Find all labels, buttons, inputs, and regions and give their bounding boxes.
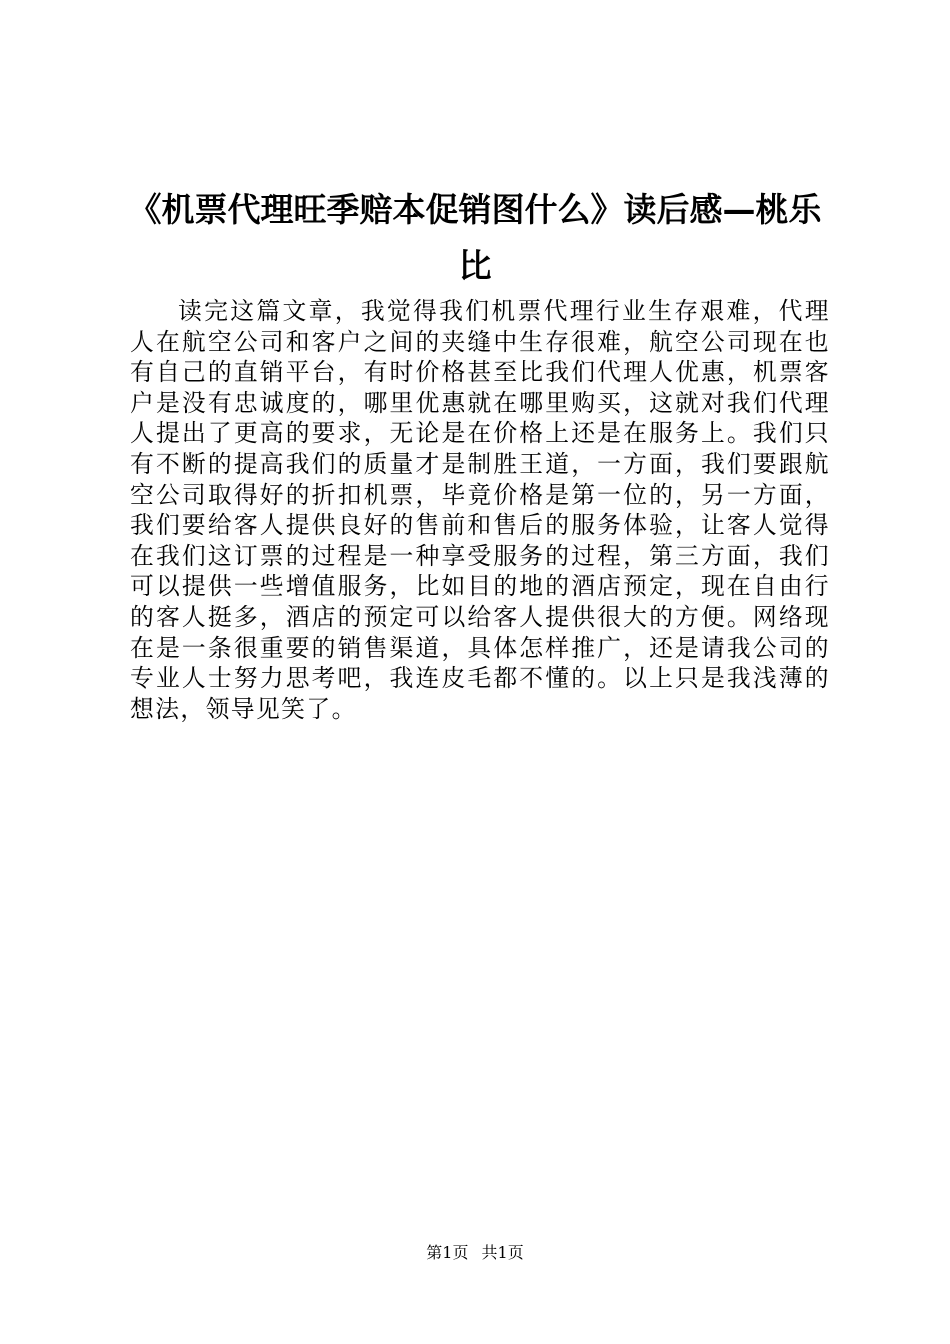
body-paragraph: 读完这篇文章，我觉得我们机票代理行业生存艰难，代理人在航空公司和客户之间的夹缝中生存很难，航空公司现在也有自己的直销平台，有时价格甚至比我们代理人优惠，机票客户是没有忠诚度的，哪里优惠就在哪里购买，这就对我们代理人提出了更高的要求，无论是在价格上还是在服务上。我们只有不断的提高我们的质量才是制胜王道，一方面，我们要跟航空公司取得好的折扣机票，毕竟价格是第一位的，另一方面，我们要给客人提供良好的售前和售后的服务体验，让客人觉得在我们这订票的过程是一种享受服务的过程，第三方面，我们可以提供一些增值服务，比如目的地的酒店预定，现在自由行的客人挺多，酒店的预定可以给客人提供很大的方便。网络现在是一条很重要的销售渠道，具体怎样推广，还是请我公司的专业人士努力思考吧，我连皮毛都不懂的。以上只是我浅薄的想法，领导见笑了。 (130, 297, 830, 723)
document-title: 《机票代理旺季赔本促销图什么》读后感—桃乐比 (128, 190, 822, 285)
page-number-total: 共1页 (481, 1243, 524, 1262)
page-number-current: 第1页 (426, 1243, 469, 1262)
page-footer (0, 1243, 950, 1263)
